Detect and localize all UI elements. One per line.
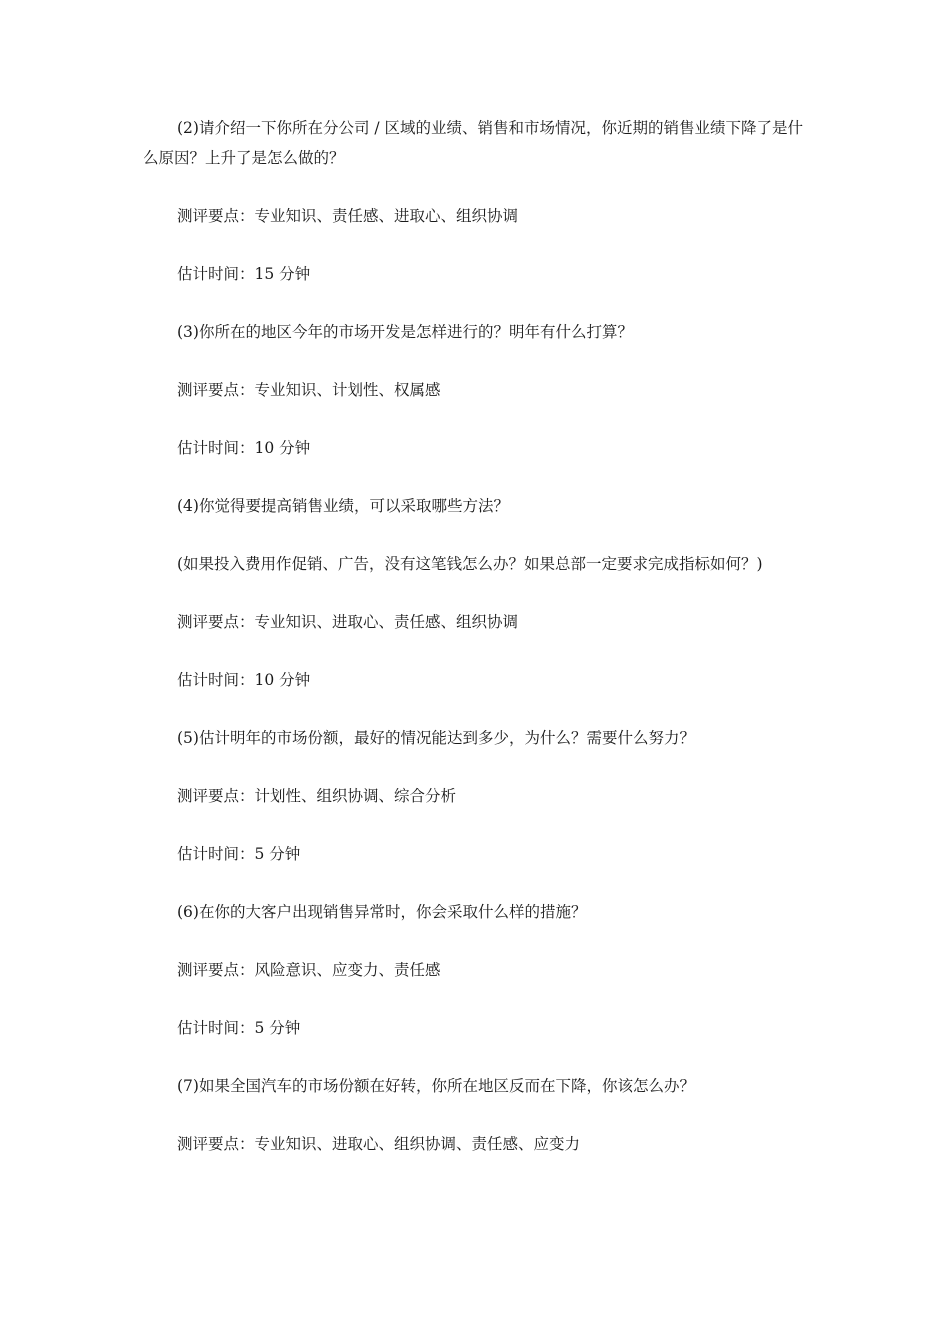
question-4: (4)你觉得要提高销售业绩，可以采取哪些方法？ (177, 497, 509, 515)
question-4-followup: (如果投入费用作促销、广告，没有这笔钱怎么办？如果总部一定要求完成指标如何？) (177, 555, 763, 573)
question-6: (6)在你的大客户出现销售异常时，你会采取什么样的措施？ (177, 903, 587, 921)
evaluation-points: 测评要点：专业知识、计划性、权属感 (177, 381, 441, 399)
estimated-time: 估计时间：10 分钟 (177, 671, 311, 689)
evaluation-points: 测评要点：专业知识、进取心、责任感、组织协调 (177, 613, 519, 631)
estimated-time: 估计时间：5 分钟 (177, 1019, 301, 1037)
question-3: (3)你所在的地区今年的市场开发是怎样进行的？明年有什么打算？ (177, 323, 633, 341)
estimated-time: 估计时间：5 分钟 (177, 845, 301, 863)
question-7: (7)如果全国汽车的市场份额在好转，你所在地区反而在下降，你该怎么办？ (177, 1077, 695, 1095)
question-5: (5)估计明年的市场份额，最好的情况能达到多少，为什么？需要什么努力？ (177, 729, 695, 747)
question-2: (2)请介绍一下你所在分公司 / 区域的业绩、销售和市场情况，你近期的销售业绩下降了是什么原因？上升了是怎么做的？ (143, 119, 804, 167)
evaluation-points: 测评要点：计划性、组织协调、综合分析 (177, 787, 457, 805)
evaluation-points: 测评要点：专业知识、责任感、进取心、组织协调 (177, 207, 519, 225)
estimated-time: 估计时间：10 分钟 (177, 439, 311, 457)
evaluation-points: 测评要点：风险意识、应变力、责任感 (177, 961, 441, 979)
document-body (143, 113, 809, 1187)
evaluation-points: 测评要点：专业知识、进取心、组织协调、责任感、应变力 (177, 1135, 581, 1153)
estimated-time: 估计时间：15 分钟 (177, 265, 311, 283)
